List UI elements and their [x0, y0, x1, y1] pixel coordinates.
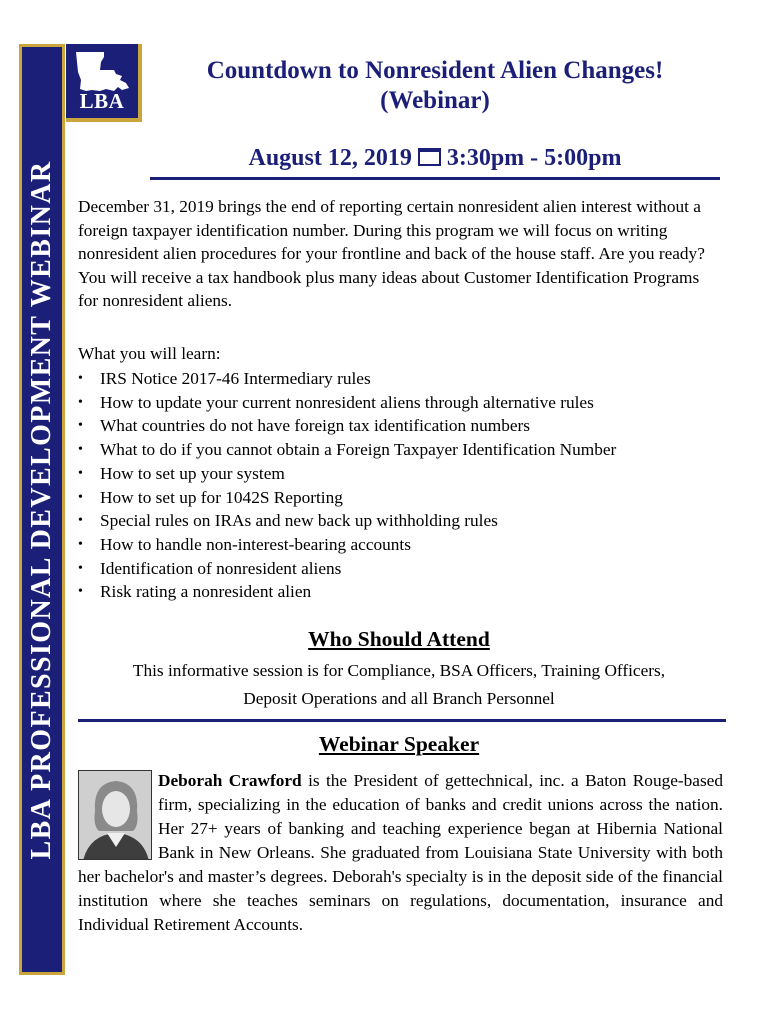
list-item: • How to handle non-interest-bearing accounts: [78, 533, 718, 557]
title-line-1: Countdown to Nonresident Alien Changes!: [206, 57, 664, 84]
sidebar-banner: [19, 44, 65, 975]
event-time: 3:30pm - 5:00pm: [446, 145, 622, 171]
sidebar-title: LBA PROFESSIONAL DEVELOPMENT WEBINAR: [26, 160, 57, 859]
list-item: • IRS Notice 2017-46 Intermediary rules: [78, 367, 718, 391]
list-item: • How to update your current nonresident aliens through alternative rules: [78, 391, 718, 415]
list-item: • Special rules on IRAs and new back up withholding rules: [78, 509, 718, 533]
list-item: • What countries do not have foreign tax identification numbers: [78, 414, 718, 438]
speaker-name: Deborah Crawford: [158, 771, 302, 790]
speaker-bio-text: is the President of gettechnical, inc. a Baton Rouge-based firm, specializing in the education of banks and credit unions across the nation. Her 27+ years of banking and teaching experience began at Hibernia National Bank in New Orleans. She graduated from Louisiana State University with both her bachelor's and master’s degrees. Deborah's specialty is in the deposit side of the financial institution where she teaches seminars on regulations, documentation, insurance and Individual Retirement Accounts.: [78, 771, 723, 934]
list-item: • How to set up for 1042S Reporting: [78, 486, 718, 510]
calendar-icon: [418, 148, 441, 166]
list-item: • How to set up your system: [78, 462, 718, 486]
speaker-bio: [78, 769, 723, 937]
speaker-portrait-image: [79, 771, 152, 860]
speaker-photo: [78, 770, 152, 860]
logo-text: LBA: [79, 89, 125, 113]
learn-title: What you will learn:: [78, 344, 221, 363]
attend-line-1: This informative session is for Compliance, BSA Officers, Training Officers,: [132, 661, 666, 680]
list-item: • What to do if you cannot obtain a Foreign Taxpayer Identification Number: [78, 438, 718, 462]
title-line-2: (Webinar): [380, 87, 490, 114]
intro-paragraph: December 31, 2019 brings the end of reporting certain nonresident alien interest without a foreign taxpayer identification number. During this program we will focus on writing nonresident alien procedures for your frontline and back of the house staff. Are you ready? You will receive a tax handbook plus many ideas about Customer Identification Programs for nonresident aliens.: [78, 197, 705, 311]
list-item: • Risk rating a nonresident alien: [78, 580, 718, 604]
lba-logo: [66, 44, 142, 122]
louisiana-state-icon: [74, 50, 132, 94]
attend-heading: Who Should Attend: [308, 627, 490, 651]
learn-list: [78, 367, 718, 604]
header-divider: [150, 177, 720, 180]
section-divider: [78, 719, 726, 722]
list-item: • Identification of nonresident aliens: [78, 557, 718, 581]
speaker-heading: Webinar Speaker: [318, 732, 480, 756]
attend-line-2: Deposit Operations and all Branch Personnel: [243, 689, 555, 708]
event-date: August 12, 2019: [248, 145, 412, 171]
attend-description: [78, 657, 720, 713]
page-title: [150, 56, 720, 116]
event-dateline: [150, 145, 720, 172]
